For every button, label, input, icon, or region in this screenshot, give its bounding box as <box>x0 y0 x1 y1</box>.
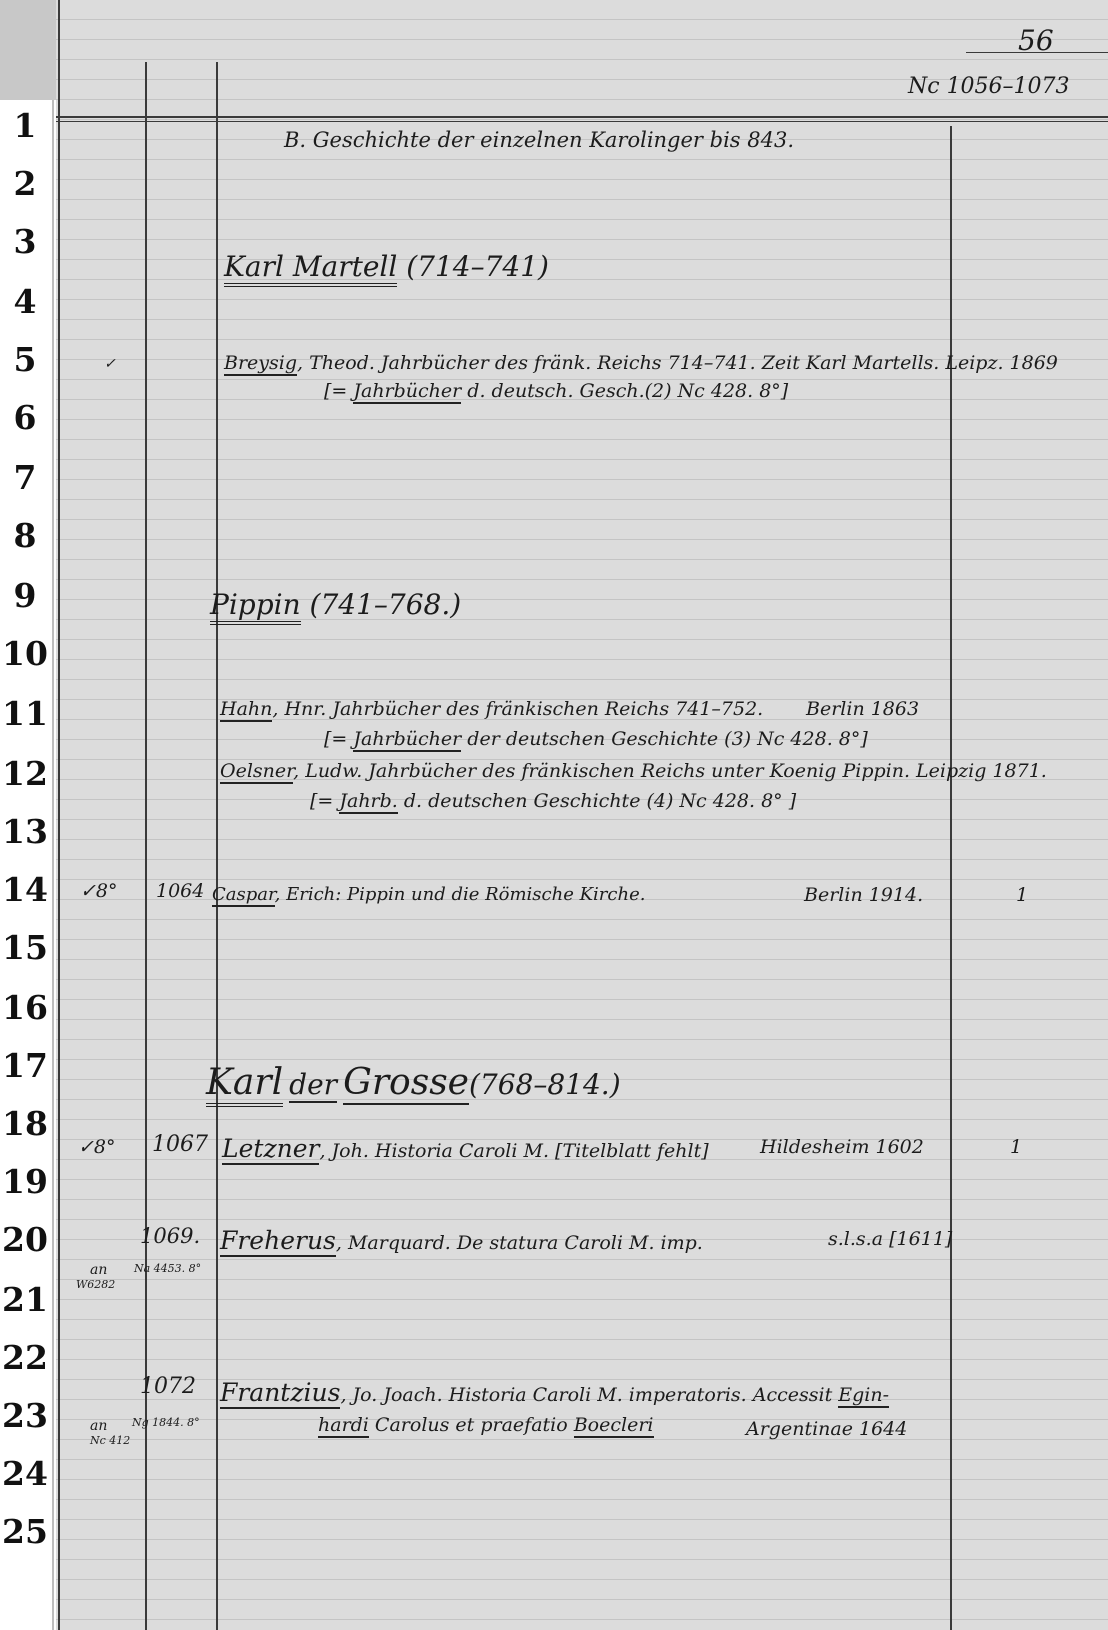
check-mark: ✓8° <box>80 880 118 902</box>
line-number: 8 <box>13 516 37 555</box>
entry-oelsner-ref <box>310 790 796 812</box>
section-title-karl-martell <box>224 250 549 283</box>
check-mark: ✓ <box>104 356 116 372</box>
series-link: Jahrbücher <box>353 728 462 750</box>
section-name-2: Grosse <box>343 1062 469 1103</box>
section-title-karl-der-grosse <box>206 1062 621 1103</box>
line-number: 4 <box>13 282 37 321</box>
entry-hahn-ref <box>324 728 868 750</box>
catalog-number: 1067 <box>152 1132 208 1157</box>
line-number: 5 <box>13 340 37 379</box>
entry-text: Carolus et praefatio <box>368 1414 574 1436</box>
section-dates: (714–741) <box>406 250 549 283</box>
entry-text: , Hnr. Jahrbücher des fränkischen Reichs 741–752. <box>272 698 764 720</box>
series-link: Jahrb. <box>339 790 398 812</box>
header-rule <box>56 116 1108 118</box>
entry-text: , Marquard. De statura Caroli M. imp. <box>335 1232 703 1254</box>
copy-count: 1 <box>1016 884 1029 906</box>
section-title-pippin <box>210 588 461 621</box>
author-name: Oelsner <box>220 760 294 782</box>
entry-freherus <box>220 1226 703 1255</box>
catalog-range: Nc 1056–1073 <box>908 74 1070 99</box>
line-number: 19 <box>2 1162 48 1201</box>
author-name: Hahn <box>220 698 273 720</box>
section-name: Karl Martell <box>224 250 397 287</box>
entry-breysig <box>224 352 1058 374</box>
author-name: Caspar <box>212 884 275 905</box>
entry-text: , Joh. Historia Caroli M. [Titelblatt fehlt] <box>319 1140 709 1162</box>
strip-divider <box>52 100 54 1630</box>
shelf-ref: Ng 1844. 8° <box>132 1416 200 1429</box>
line-number: 6 <box>13 398 37 437</box>
bracket: [= <box>324 380 354 402</box>
catalog-number: 1072 <box>140 1374 196 1399</box>
section-name: Karl <box>206 1062 283 1107</box>
entry-text: , Erich: Pippin und die Römische Kirche. <box>274 884 646 905</box>
bracket: [= <box>324 728 354 750</box>
author-name: Letzner <box>222 1134 320 1163</box>
page-edge-line <box>58 0 60 1630</box>
line-number: 12 <box>2 754 48 793</box>
entry-place: Hildesheim 1602 <box>760 1136 924 1158</box>
entry-place: Argentinae 1644 <box>746 1418 908 1440</box>
line-number: 24 <box>2 1454 48 1493</box>
name-link: Egin- <box>838 1384 890 1406</box>
line-number: 11 <box>2 694 48 733</box>
line-number: 1 <box>13 106 37 145</box>
bracket: [= <box>310 790 340 812</box>
entry-breysig-ref <box>324 380 788 402</box>
line-number: 23 <box>2 1396 48 1435</box>
column-rule <box>216 62 218 1630</box>
copy-count: 1 <box>1010 1136 1023 1158</box>
line-number: 17 <box>2 1046 48 1085</box>
author-name: Frantzius <box>220 1378 341 1407</box>
line-number: 15 <box>2 928 48 967</box>
entry-frantzius <box>220 1378 889 1407</box>
series-link: Jahrbücher <box>353 380 462 402</box>
check-mark: ✓8° <box>78 1136 116 1158</box>
scan-corner <box>0 0 56 100</box>
name-link: Boecleri <box>573 1414 654 1436</box>
line-number: 16 <box>2 988 48 1027</box>
ledger-page <box>56 0 1108 1630</box>
side-note: an <box>90 1418 108 1434</box>
line-number: 22 <box>2 1338 48 1377</box>
series-rest: d. deutsch. Gesch.(2) Nc 428. 8°] <box>461 380 789 402</box>
line-number: 21 <box>2 1280 48 1319</box>
section-name-mid: der <box>289 1068 338 1101</box>
catalog-number: 1069. <box>140 1224 201 1248</box>
section-dates: (741–768.) <box>309 588 462 621</box>
entry-hahn <box>220 698 763 720</box>
entry-oelsner <box>220 760 1047 782</box>
line-number: 25 <box>2 1512 48 1551</box>
catalog-number: 1064 <box>156 880 205 902</box>
line-number: 14 <box>2 870 48 909</box>
author-name: Breysig <box>224 352 298 374</box>
entry-text: , Ludw. Jahrbücher des fränkischen Reichs unter Koenig Pippin. Leipzig 1871. <box>293 760 1047 782</box>
line-number: 13 <box>2 812 48 851</box>
entry-place: s.l.s.a [1611] <box>828 1228 953 1250</box>
line-number: 10 <box>2 634 48 673</box>
line-number: 20 <box>2 1220 48 1259</box>
entry-caspar <box>212 884 645 905</box>
entry-place: Berlin 1863 <box>806 698 920 720</box>
entry-place: Berlin 1914. <box>804 884 924 906</box>
page-number: 56 <box>1018 24 1054 57</box>
series-rest: d. deutschen Geschichte (4) Nc 428. 8° ] <box>397 790 797 812</box>
side-note-ref: W6282 <box>76 1278 116 1291</box>
line-number: 18 <box>2 1104 48 1143</box>
line-number: 7 <box>13 458 37 497</box>
entry-text: , Jo. Joach. Historia Caroli M. imperatoris. Accessit <box>340 1384 839 1406</box>
page-heading: B. Geschichte der einzelnen Karolinger bis 843. <box>284 128 795 152</box>
series-rest: der deutschen Geschichte (3) Nc 428. 8°] <box>461 728 868 750</box>
line-number: 3 <box>13 222 37 261</box>
line-number: 2 <box>13 164 37 203</box>
section-dates: (768–814.) <box>468 1068 621 1101</box>
side-note: an <box>90 1262 108 1278</box>
line-number: 9 <box>13 576 37 615</box>
entry-letzner <box>222 1134 709 1163</box>
author-name: Freherus <box>220 1226 336 1255</box>
side-note-ref: Nc 412 <box>90 1434 131 1447</box>
header-rule <box>56 121 1108 122</box>
section-name: Pippin <box>210 588 301 625</box>
entry-text: , Theod. Jahrbücher des fränk. Reichs 714–741. Zeit Karl Martells. Leipz. 1869 <box>297 352 1058 374</box>
name-link: hardi <box>318 1414 369 1436</box>
entry-frantzius-cont <box>318 1414 654 1436</box>
shelf-ref: Na 4453. 8° <box>134 1262 202 1275</box>
